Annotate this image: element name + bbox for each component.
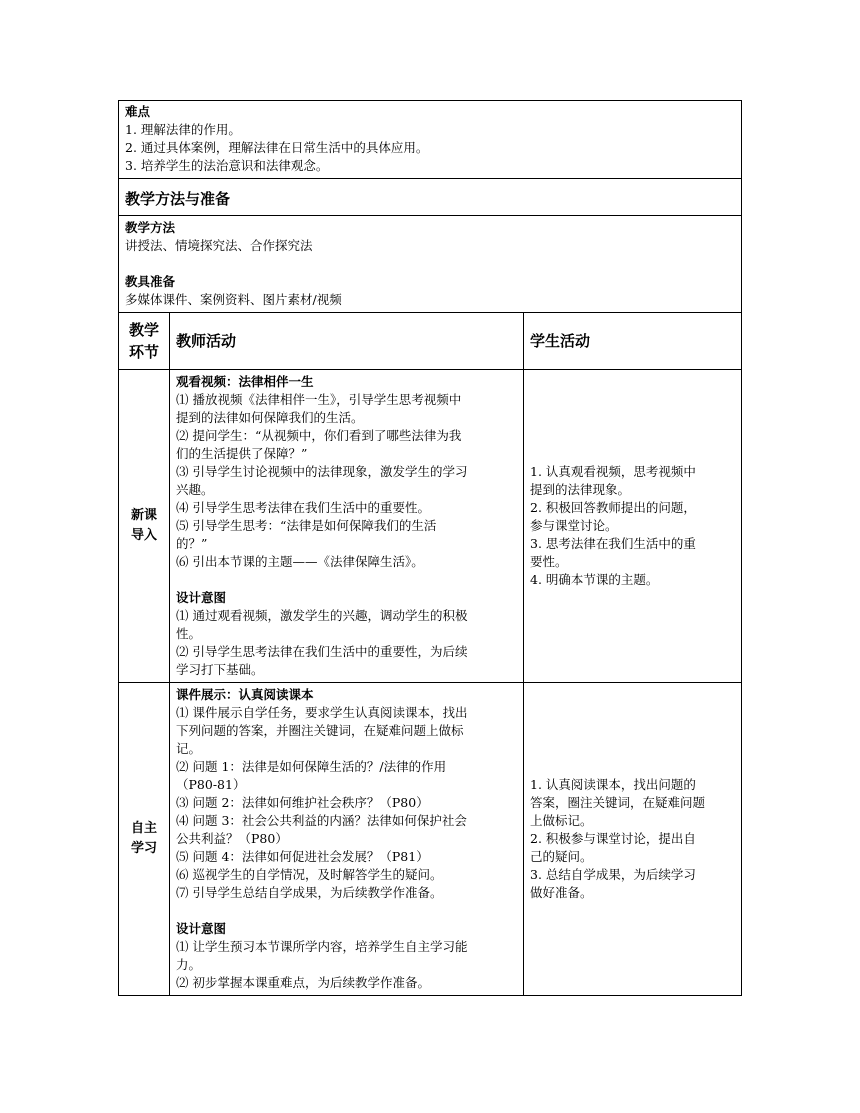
student-activity-line: 要性。 xyxy=(530,554,568,569)
header-stage xyxy=(119,313,170,370)
design-intent-line: 性。 xyxy=(176,626,202,641)
spacer xyxy=(125,255,735,273)
student-activity-line: 做好准备。 xyxy=(530,885,593,900)
header-student: 学生活动 xyxy=(524,313,742,370)
student-activity-line: 1. 认真观看视频，思考视频中 xyxy=(530,464,696,479)
teacher-activity-line: ⑷ 引导学生思考法律在我们生活中的重要性。 xyxy=(176,500,430,515)
teacher-activity-cell xyxy=(170,370,524,683)
teacher-activity-line: ⑵ 提问学生：“从视频中，你们看到了哪些法律为我 xyxy=(176,428,462,443)
teacher-activity-line: 的？” xyxy=(176,536,208,551)
spacer xyxy=(176,902,517,920)
student-activity-line: 1. 认真阅读课本，找出问题的 xyxy=(530,777,696,792)
teacher-activity-line: 公共利益？（P80） xyxy=(176,831,288,846)
student-activity-line: 上做标记。 xyxy=(530,813,593,828)
teacher-activity-cell xyxy=(170,683,524,996)
student-activity-cell xyxy=(524,370,742,683)
student-activity-line: 2. 积极参与课堂讨论，提出自 xyxy=(530,831,696,846)
design-intent-title: 设计意图 xyxy=(176,590,227,605)
teacher-activity-line: ⑸ 问题 4：法律如何促进社会发展？（P81） xyxy=(176,849,429,864)
difficulty-item: 2. 通过具体案例，理解法律在日常生活中的具体应用。 xyxy=(125,140,429,155)
stage-cell xyxy=(119,683,170,996)
design-intent-line: 力。 xyxy=(176,957,202,972)
design-intent-title: 设计意图 xyxy=(176,921,227,936)
teacher-activity-line: （P80-81） xyxy=(176,777,246,792)
design-intent-line: ⑴ 让学生预习本节课所学内容，培养学生自主学习能 xyxy=(176,939,468,954)
teacher-activity-line: ⑶ 问题 2：法律如何维护社会秩序？（P80） xyxy=(176,795,429,810)
difficulty-cell xyxy=(119,101,742,179)
stage-label: 新课 xyxy=(130,508,157,523)
student-activity-line: 答案，圈注关键词，在疑难问题 xyxy=(530,795,706,810)
methods-section-row xyxy=(119,179,742,216)
table-row xyxy=(119,370,742,683)
header-teacher: 教师活动 xyxy=(170,313,524,370)
student-activity-line: 3. 总结自学成果，为后续学习 xyxy=(530,867,696,882)
teacher-activity-line: ⑴ 播放视频《法律相伴一生》，引导学生思考视频中 xyxy=(176,392,462,407)
teacher-activity-line: ⑹ 巡视学生的自学情况，及时解答学生的疑问。 xyxy=(176,867,443,882)
design-intent-line: ⑵ 初步掌握本课重难点，为后续教学作准备。 xyxy=(176,975,430,990)
teacher-activity-line: ⑴ 课件展示自学任务，要求学生认真阅读课本，找出 xyxy=(176,705,468,720)
difficulty-title: 难点 xyxy=(125,104,151,119)
methods-section-title: 教学方法与准备 xyxy=(119,179,742,216)
teacher-activity-line: ⑹ 引出本节课的主题——《法律保障生活》。 xyxy=(176,554,424,569)
teacher-activity-title: 课件展示：认真阅读课本 xyxy=(176,687,314,702)
methods-text: 讲授法、情境探究法、合作探究法 xyxy=(125,238,313,253)
lesson-table xyxy=(118,100,742,996)
header-stage-line: 环节 xyxy=(128,343,159,361)
student-activity-line: 4. 明确本节课的主题。 xyxy=(530,572,659,587)
stage-label: 学习 xyxy=(130,841,157,856)
design-intent-line: 学习打下基础。 xyxy=(176,662,264,677)
teacher-activity-line: 提到的法律如何保障我们的生活。 xyxy=(176,410,364,425)
table-row xyxy=(119,683,742,996)
methods-cell xyxy=(119,216,742,313)
design-intent-line: ⑴ 通过观看视频，激发学生的兴趣，调动学生的积极 xyxy=(176,608,468,623)
tools-text: 多媒体课件、案例资料、图片素材/视频 xyxy=(125,292,342,307)
teacher-activity-line: ⑷ 问题 3：社会公共利益的内涵？法律如何保护社会 xyxy=(176,813,467,828)
difficulty-item: 1. 理解法律的作用。 xyxy=(125,122,241,137)
teacher-activity-line: ⑶ 引导学生讨论视频中的法律现象，激发学生的学习 xyxy=(176,464,468,479)
tools-title: 教具准备 xyxy=(125,274,176,289)
teacher-activity-line: 兴趣。 xyxy=(176,482,214,497)
teacher-activity-line: ⑸ 引导学生思考：“法律是如何保障我们的生活 xyxy=(176,518,437,533)
student-activity-line: 参与课堂讨论。 xyxy=(530,518,618,533)
header-stage-line: 教学 xyxy=(128,321,159,339)
student-activity-line: 2. 积极回答教师提出的问题， xyxy=(530,500,696,515)
lesson-plan xyxy=(118,100,741,996)
spacer xyxy=(176,571,517,589)
student-activity-line: 己的疑问。 xyxy=(530,849,593,864)
student-activity-line: 3. 思考法律在我们生活中的重 xyxy=(530,536,696,551)
teacher-activity-title: 观看视频：法律相伴一生 xyxy=(176,374,314,389)
teacher-activity-line: 们的生活提供了保障？” xyxy=(176,446,308,461)
methods-row xyxy=(119,216,742,313)
teacher-activity-line: ⑵ 问题 1：法律是如何保障生活的？/法律的作用 xyxy=(176,759,447,774)
student-activity-cell xyxy=(524,683,742,996)
teacher-activity-line: 下列问题的答案，并圈注关键词，在疑难问题上做标 xyxy=(176,723,464,738)
table-header-row xyxy=(119,313,742,370)
difficulty-item: 3. 培养学生的法治意识和法律观念。 xyxy=(125,158,329,173)
stage-cell xyxy=(119,370,170,683)
student-activity-line: 提到的法律现象。 xyxy=(530,482,631,497)
teacher-activity-line: 记。 xyxy=(176,741,202,756)
stage-label: 导入 xyxy=(130,528,157,543)
methods-title: 教学方法 xyxy=(125,220,176,235)
stage-label: 自主 xyxy=(130,821,157,836)
difficulty-row xyxy=(119,101,742,179)
design-intent-line: ⑵ 引导学生思考法律在我们生活中的重要性，为后续 xyxy=(176,644,468,659)
teacher-activity-line: ⑺ 引导学生总结自学成果，为后续教学作准备。 xyxy=(176,885,443,900)
